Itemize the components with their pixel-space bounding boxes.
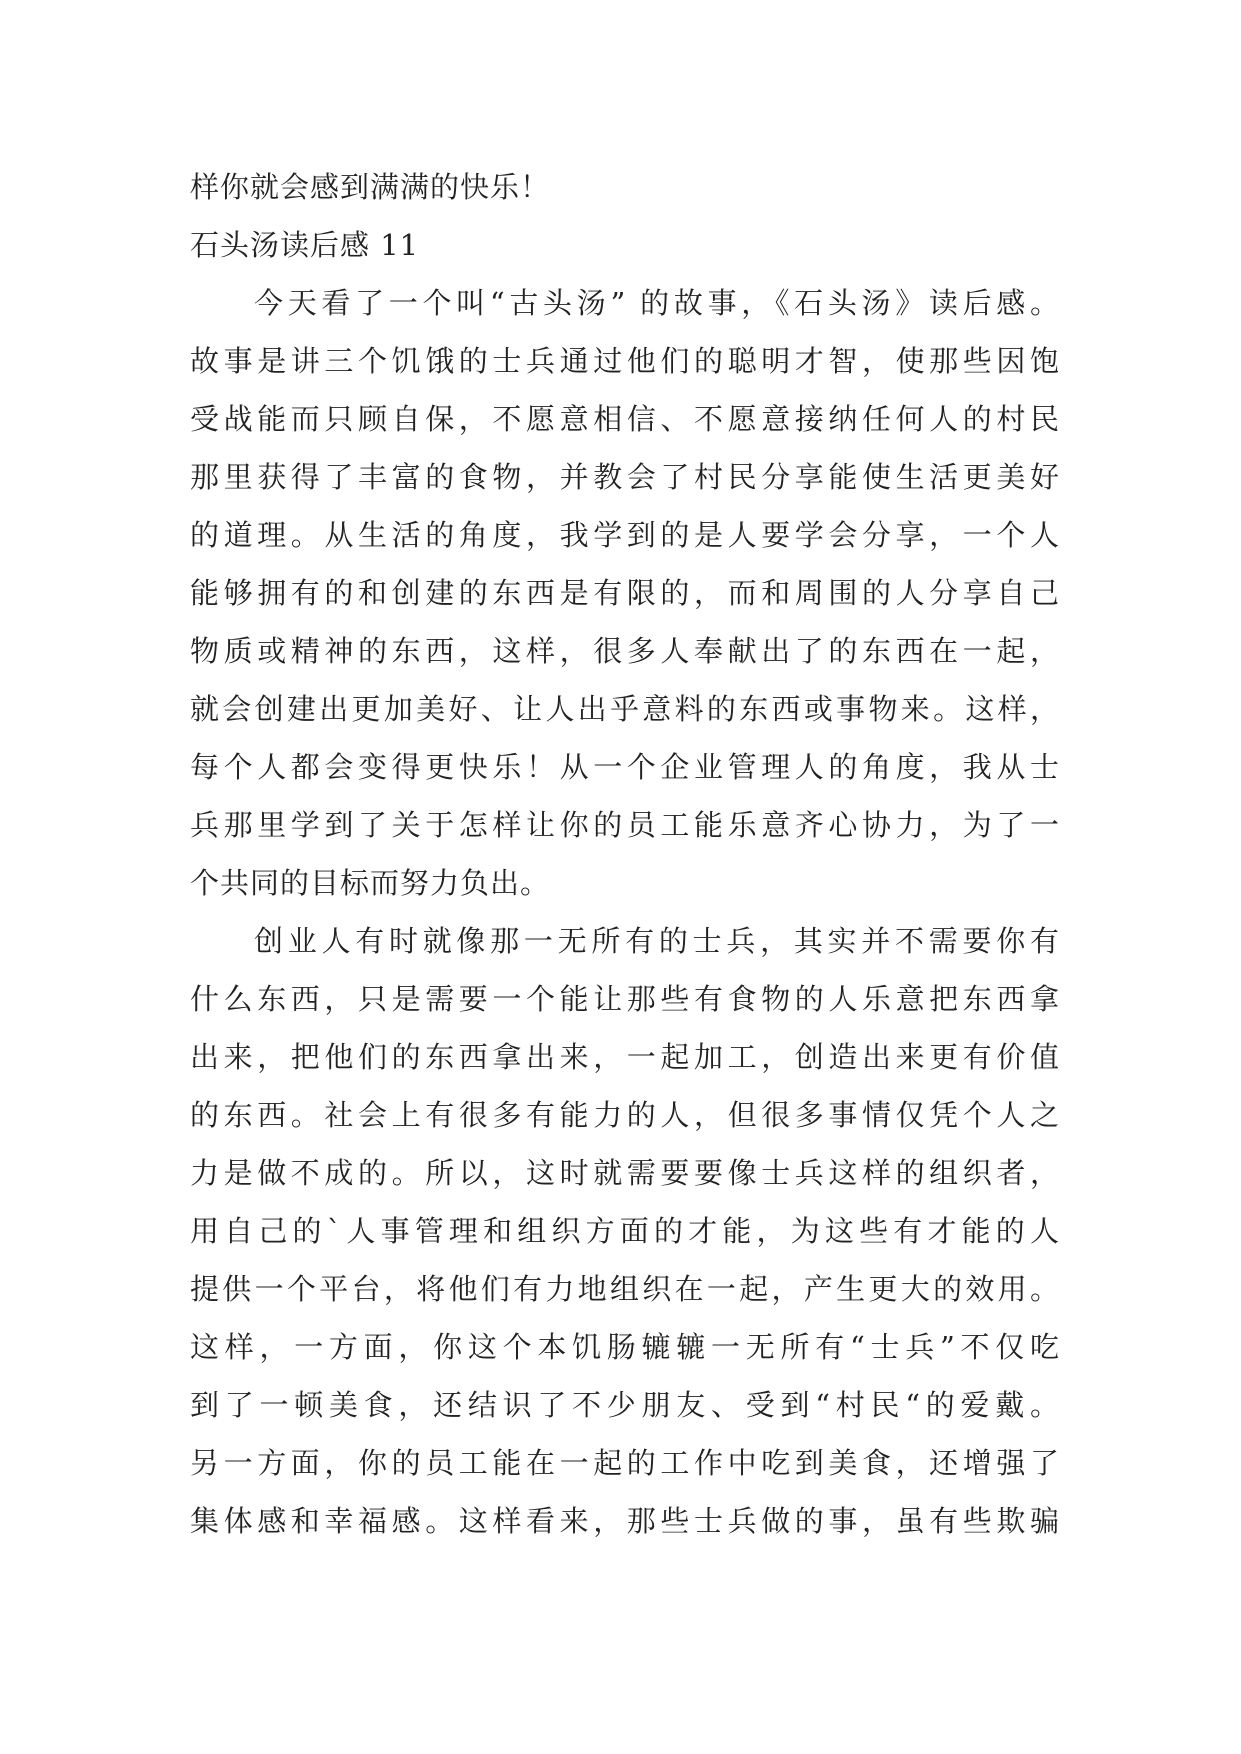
text-line: 物质或精神的东西，这样，很多人奉献出了的东西在一起， — [190, 634, 1060, 668]
text-line: 另一方面，你的员工能在一起的工作中吃到美食，还增强了 — [190, 1446, 1060, 1480]
text-line: 集体感和幸福感。这样看来，那些士兵做的事，虽有些欺骗 — [190, 1504, 1060, 1538]
text-line: 力是做不成的。所以，这时就需要要像士兵这样的组织者， — [190, 1156, 1060, 1190]
text-line: 的道理。从生活的角度，我学到的是人要学会分享，一个人 — [190, 518, 1060, 552]
text-line: 就会创建出更加美好、让人出乎意料的东西或事物来。这样， — [190, 692, 1060, 726]
section-title: 石头汤读后感 11 — [190, 228, 420, 262]
text-line: 能够拥有的和创建的东西是有限的，而和周围的人分享自己 — [190, 576, 1060, 610]
text-line: 什么东西，只是需要一个能让那些有食物的人乐意把东西拿 — [190, 982, 1060, 1016]
text-line: 用自己的`人事管理和组织方面的才能，为这些有才能的人 — [190, 1214, 1060, 1248]
text-line: 每个人都会变得更快乐！从一个企业管理人的角度，我从士 — [190, 750, 1060, 784]
intro-line: 样你就会感到满满的快乐！ — [190, 170, 551, 204]
text-line: 这样，一方面，你这个本饥肠辘辘一无所有“士兵”不仅吃 — [190, 1330, 1060, 1364]
text-line: 个共同的目标而努力负出。 — [190, 866, 551, 900]
text-line: 受战能而只顾自保，不愿意相信、不愿意接纳任何人的村民 — [190, 402, 1060, 436]
text-line: 的东西。社会上有很多有能力的人，但很多事情仅凭个人之 — [190, 1098, 1060, 1132]
text-line: 故事是讲三个饥饿的士兵通过他们的聪明才智，使那些因饱 — [190, 344, 1060, 378]
paragraph-1 — [190, 274, 1060, 912]
text-line: 创业人有时就像那一无所有的士兵，其实并不需要你有 — [254, 924, 1060, 958]
paragraph-2 — [190, 912, 1060, 1550]
text-line: 今天看了一个叫“古头汤” 的故事，《石头汤》读后感。 — [254, 286, 1060, 320]
document-body — [190, 158, 1060, 1550]
text-line: 那里获得了丰富的食物，并教会了村民分享能使生活更美好 — [190, 460, 1060, 494]
text-line: 出来，把他们的东西拿出来，一起加工，创造出来更有价值 — [190, 1040, 1060, 1074]
text-line: 到了一顿美食，还结识了不少朋友、受到“村民“的爱戴。 — [190, 1388, 1060, 1422]
text-line: 提供一个平台，将他们有力地组织在一起，产生更大的效用。 — [190, 1272, 1060, 1306]
text-line: 兵那里学到了关于怎样让你的员工能乐意齐心协力，为了一 — [190, 808, 1060, 842]
